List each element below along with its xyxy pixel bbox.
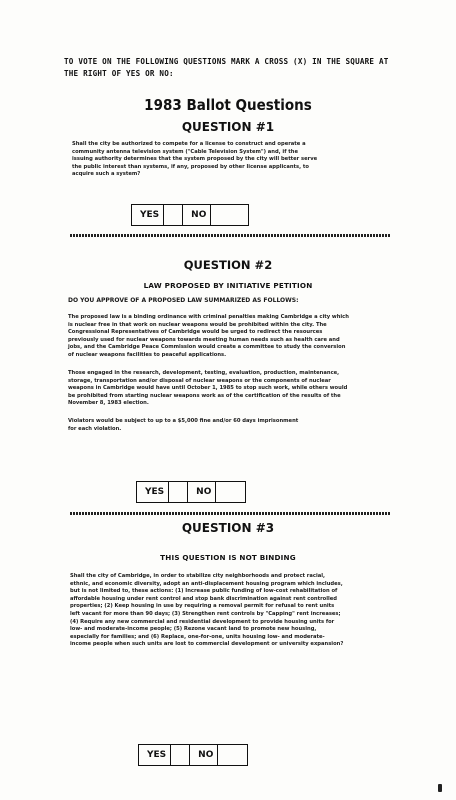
question-1-yes-box[interactable] [163, 205, 183, 225]
no-label: NO [196, 487, 212, 497]
no-label: NO [191, 210, 207, 220]
question-3-no-box[interactable] [217, 745, 236, 765]
question-3-subheading: THIS QUESTION IS NOT BINDING [160, 553, 296, 562]
question-1-text: Shall the city be authorized to compete for a license to construct and operate a community antenna television system ("Cable Television System") and, if the issuing authority determines that the system proposed by the city will better serve the public interest than systems, if any, proposed by other license applicants, to acquire such a system? [72, 141, 318, 178]
separator-1 [70, 234, 390, 237]
question-2-paragraph-2: Those engaged in the research, development, testing, evaluation, production, maintenance, storage, transportation and/or disposal of nuclear weapons or the components of nuclear weapons in Cambridge would have until October 1, 1985 to stop such work, while others would be prohibited from starting nuclear weapons work as of the certification of the results of the November 8, 1983 election. [68, 370, 348, 407]
voting-instructions: TO VOTE ON THE FOLLOWING QUESTIONS MARK A CROSS (X) IN THE SQUARE AT THE RIGHT OF YES OR NO: [64, 57, 389, 78]
no-label: NO [198, 750, 214, 760]
question-3-yes-no [138, 744, 248, 766]
yes-label: YES [147, 750, 167, 760]
scan-mark [438, 784, 442, 792]
question-1-yes-no [131, 204, 249, 226]
question-1-heading: QUESTION #1 [181, 120, 275, 134]
separator-2 [70, 512, 390, 515]
question-2-subheading: LAW PROPOSED BY INITIATIVE PETITION [143, 281, 313, 290]
question-2-yes-box[interactable] [168, 482, 188, 502]
question-3-heading: QUESTION #3 [181, 521, 275, 535]
question-2-no-box[interactable] [215, 482, 234, 502]
yes-label: YES [140, 210, 160, 220]
ballot-title: 1983 Ballot Questions [144, 96, 312, 114]
question-3-yes-box[interactable] [170, 745, 190, 765]
question-2-heading: QUESTION #2 [183, 258, 273, 272]
question-2-paragraph-3: Violators would be subject to up to a $5,000 fine and/or 60 days imprisonment for each violation. [68, 418, 299, 432]
question-2-paragraph-1: The proposed law is a binding ordinance with criminal penalties making Cambridge a city which is nuclear free in that work on nuclear weapons would be prohibited within the city. The Congressional Representatives of Cambridge would be urged to redirect the resources previously used for nuclear weapons towards meeting human needs such as health care and jobs, and the Cambridge Peace Commission would create a committee to study the conversion of nuclear weapons facilities to peaceful applications. [68, 314, 349, 358]
question-2-prompt: DO YOU APPROVE OF A PROPOSED LAW SUMMARIZED AS FOLLOWS: [68, 297, 299, 304]
question-3-text: Shall the city of Cambridge, in order to stabilize city neighborhoods and protect racial, ethnic, and economic diversity, adopt an anti-displacement housing program which includes, but is not limited to, these actions: (1) Increase public funding of low-cost rehabilitation of affordable housing under rent control and stop bank discrimination against rent controlled properties; (2) Keep housing in use by requiring a removal permit for refusal to rent units left vacant for more than 90 days; (3) Strengthen rent controls by "Capping" rent increases; (4) Require any new commercial and residential development to provide housing units for low- and moderate-income people; (5) Rezone vacant land to promote new housing, especially for families; and (6) Replace, one-for-one, units housing low- and moderate-income people when such units are lost to commercial development or university expansion? [70, 573, 344, 648]
question-1-no-box[interactable] [210, 205, 229, 225]
yes-label: YES [145, 487, 165, 497]
question-2-yes-no [136, 481, 246, 503]
